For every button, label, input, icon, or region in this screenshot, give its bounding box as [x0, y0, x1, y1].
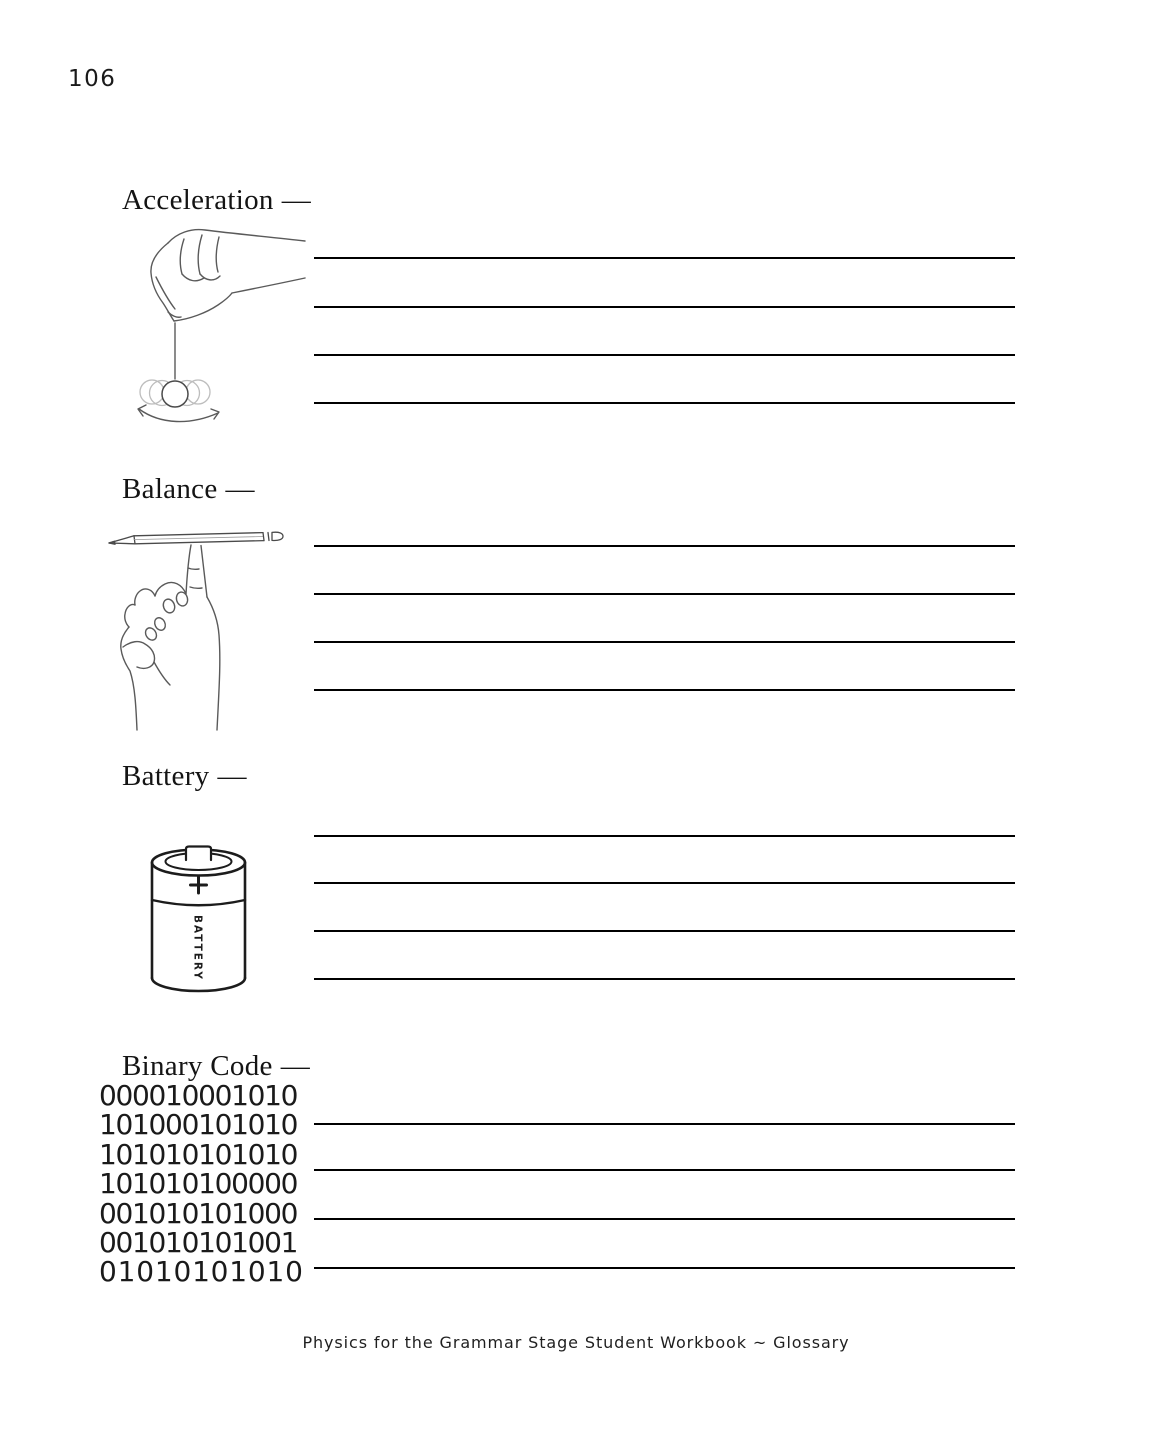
- entry-term: Binary Code: [122, 1050, 273, 1082]
- binary-code-row: 000010001010: [99, 1079, 298, 1112]
- binary-code-row: 101010101010: [99, 1137, 298, 1171]
- entry-dash: —: [217, 760, 247, 792]
- pencil: [109, 532, 283, 544]
- entry-term-heading: [122, 760, 247, 793]
- footer-caption: Physics for the Grammar Stage Student Workbook ~ Glossary: [302, 1333, 850, 1352]
- answer-line: [314, 835, 1015, 837]
- answer-line: [314, 978, 1015, 980]
- answer-line: [314, 930, 1015, 932]
- binary-code-row: 101000101010: [99, 1108, 298, 1142]
- entry-dash: —: [225, 473, 255, 505]
- entry-term: Balance: [122, 473, 218, 505]
- battery-plus-symbol: [191, 877, 207, 893]
- answer-line: [314, 354, 1015, 356]
- binary-code-row: 001010101000: [99, 1196, 298, 1230]
- answer-line: [314, 306, 1015, 308]
- entry-term: Acceleration: [122, 184, 274, 216]
- answer-line: [314, 1218, 1015, 1220]
- battery-terminal-bump: [186, 847, 211, 861]
- answer-line: [314, 1169, 1015, 1171]
- entry-dash: —: [281, 184, 312, 216]
- entry-term-heading: [122, 184, 311, 217]
- entry-term: Battery: [122, 760, 210, 792]
- answer-line: [314, 689, 1015, 691]
- fingernail: [175, 591, 189, 607]
- answer-line: [314, 641, 1015, 643]
- battery-vertical-label: BATTERY: [191, 915, 204, 982]
- swing-arc-arrow: [138, 405, 219, 422]
- answer-line: [314, 593, 1015, 595]
- fist-with-index-finger: [121, 545, 220, 730]
- answer-line: [314, 257, 1015, 259]
- fingernail: [161, 598, 176, 615]
- answer-line: [314, 882, 1015, 884]
- fingernail: [153, 616, 168, 632]
- answer-line: [314, 545, 1015, 547]
- entry-term-heading: [122, 473, 255, 506]
- binary-code-row: 101010100000: [99, 1167, 298, 1201]
- binary-code-row: 01010101010: [99, 1255, 304, 1289]
- pencil-balanced-on-finger-illustration: [106, 527, 286, 735]
- entry-dash: —: [280, 1050, 311, 1082]
- hand-swinging-pendulum-illustration: [131, 226, 306, 434]
- binary-code-illustration: [99, 1081, 304, 1287]
- page-number: 106: [68, 66, 117, 92]
- answer-line: [314, 1123, 1015, 1125]
- pendulum-ball: [162, 381, 188, 407]
- battery-illustration: [146, 836, 250, 998]
- answer-line: [314, 402, 1015, 404]
- answer-line: [314, 1267, 1015, 1269]
- binary-code-row: 001010101001: [99, 1226, 298, 1260]
